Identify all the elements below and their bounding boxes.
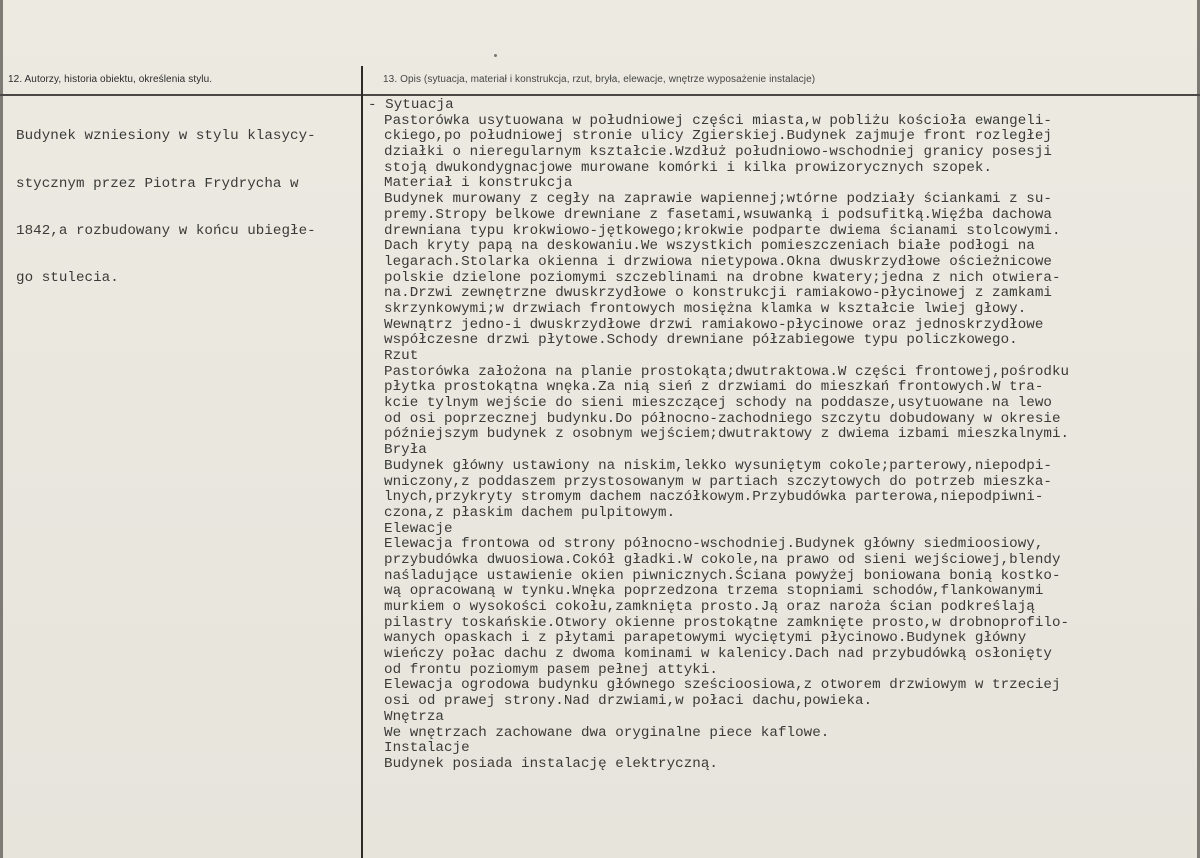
left-column-text — [16, 98, 316, 318]
text-line: Budynek murowany z cegły na zaprawie wapiennej;wtórne podziały ściankami z su- — [384, 191, 1052, 208]
text-line: Elewacja ogrodowa budynku głównego sześcioosiowa,z otworem drzwiowym w trzeciej — [384, 677, 1061, 694]
text-line: Budynek główny ustawiony na niskim,lekko wysuniętym cokole;parterowy,niepodpi- — [384, 457, 1052, 474]
text-line: 1842,a rozbudowany w końcu ubiegłe- — [16, 222, 316, 239]
text-line: Wnętrza — [384, 708, 444, 725]
text-line: pilastry toskańskie.Otwory okienne prostokątne zamknięte prosto,w drobnoprofilo- — [384, 614, 1070, 631]
text-line: Bryła — [384, 442, 427, 459]
text-line: od frontu poziomym pasem pełnej attyki. — [384, 661, 718, 678]
left-edge-border — [0, 0, 3, 858]
text-line: Dach kryty papą na deskowaniu.We wszystkich pomieszczeniach białe podłogi na — [384, 238, 1035, 255]
text-line: osi od prawej strony.Nad drzwiami,w połaci dachu,powieka. — [384, 693, 873, 710]
text-line: Pastorówka założona na planie prostokąta;dwutraktowa.W części frontowej,pośrodku — [384, 363, 1070, 380]
text-line: polskie dzielone poziomymi szczeblinami na drobne kwatery;jedna z nich otwiera- — [384, 269, 1061, 286]
text-line: czona,z płaskim dachem pulpitowym. — [384, 504, 676, 521]
text-line: stycznym przez Piotra Frydrycha w — [16, 175, 299, 192]
text-line: Budynek wzniesiony w stylu klasycy- — [16, 128, 316, 145]
text-line: naśladujące ustawienie okien piwnicznych.Ściana powyżej boniowana bonią kostko- — [384, 567, 1061, 584]
text-line: wieńczy połac dachu z dwoma kominami w kalenicy.Dach nad przybudówką osłonięty — [384, 646, 1052, 663]
text-line: lnych,przykryty stromym dachem naczółkowym.Przybudówka parterowa,niepodpiwni- — [384, 489, 1044, 506]
text-line: go stulecia. — [16, 269, 119, 286]
text-line: Wewnątrz jedno-i dwuskrzydłowe drzwi ramiakowo-płycinowe oraz jednoskrzydłowe — [384, 316, 1044, 333]
text-line: murkiem o wysokości cokołu,zamknięta prosto.Ją oraz naroża ścian podkreślają — [384, 599, 1035, 615]
column-divider-line — [361, 66, 363, 858]
heading-authors-history-style: 12. Autorzy, historia obiektu, określenia stylu. — [8, 74, 213, 85]
text-line: Elewacje — [384, 520, 453, 537]
text-line: przybudówka dwuosiowa.Cokół gładki.W cokole,na prawo od sieni wejściowej,blendy — [384, 551, 1061, 568]
text-line: skrzynkowymi;w drzwiach frontowych mosiężna klamka w kształcie lwiej głowy. — [384, 300, 1027, 317]
text-line: Pastorówka usytuowana w południowej części miasta,w pobliżu kościoła ewangeli- — [384, 112, 1052, 129]
text-line: wą opracowaną w tynku.Wnęka poprzedzona trzema stopniami schodów,flankowanymi — [384, 583, 1044, 600]
text-line: na.Drzwi zewnętrzne dwuskrzydłowe o konstrukcji ramiakowo-płycinowej z zamkami — [384, 285, 1052, 302]
heading-divider-line — [0, 94, 1200, 96]
text-line: ckiego,po południowej stronie ulicy Zgierskiej.Budynek zajmuje front rozległej — [384, 128, 1052, 145]
text-line: późniejszym budynek z osobnym wejściem;dwutraktowy z dwiema izbami mieszkalnymi. — [384, 426, 1070, 443]
text-line: płytka prostokątna wnęka.Za nią sień z drzwiami do mieszkań frontowych.W tra- — [384, 379, 1044, 396]
text-line: działki o nieregularnym kształcie.Wzdłuż południowo-wschodniej granicy posesji — [384, 144, 1052, 161]
text-line: legarach.Stolarka okienna i drzwiowa nietypowa.Okna dwuskrzydłowe ościeżnicowe — [384, 253, 1052, 270]
text-line: We wnętrzach zachowane dwa oryginalne piece kaflowe. — [384, 724, 830, 741]
paper-speck — [494, 54, 497, 57]
text-line: od osi poprzecznej budynku.Do północno-zachodniego szczytu dobudowany w okresie — [384, 410, 1061, 427]
text-line: Instalacje — [384, 740, 470, 757]
text-line: kcie tylnym wejście do sieni mieszczącej schody na poddasze,usytuowane na lewo — [384, 395, 1052, 412]
heading-description: 13. Opis (sytuacja, materiał i konstrukcja, rzut, bryła, elewacje, wnętrze wyposażenie instalacje) — [383, 74, 816, 85]
text-line: Materiał i konstrukcja — [384, 175, 573, 192]
text-line: wniczony,z poddaszem przystosowanym w partiach szczytowych do potrzeb mieszka- — [384, 473, 1052, 490]
text-line: premy.Stropy belkowe drewniane z fasetami,wsuwanką i podsufitką.Więźba dachowa — [384, 206, 1052, 223]
text-line: wanych opaskach i z płytami parapetowymi wyciętymi płycinowo.Budynek główny — [384, 630, 1027, 647]
text-line: Rzut — [384, 348, 419, 364]
text-line: drewniana typu krokwiowo-jętkowego;krokwie podparte dwiema ścianami stolcowymi. — [384, 222, 1061, 239]
text-line: - Sytuacja — [368, 97, 454, 113]
text-line: Elewacja frontowa od strony północno-wschodniej.Budynek główny siedmioosiowy, — [384, 536, 1044, 553]
right-column-text — [368, 97, 1070, 773]
text-line: współczesne drzwi płytowe.Schody drewniane półzabiegowe typu policzkowego. — [384, 332, 1018, 349]
text-line: stoją dwukondygnacjowe murowane komórki i kilka prowizorycznych szopek. — [384, 159, 993, 176]
text-line: Budynek posiada instalację elektryczną. — [384, 755, 718, 772]
